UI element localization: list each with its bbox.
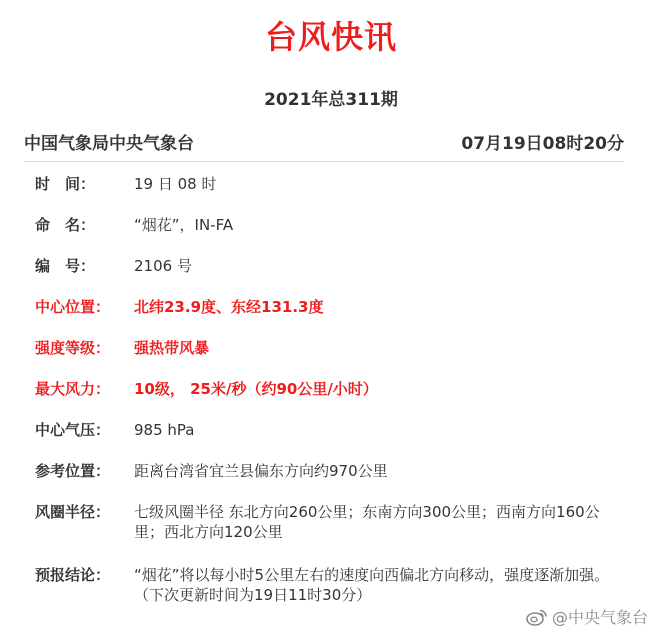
forecast-next-update: （下次更新时间为19日11时30分） [134,586,372,604]
weibo-icon [526,608,548,626]
release-datetime: 07月19日08时20分 [461,134,624,154]
issue-number: 2021年总311期 [264,90,398,110]
field-value: 强热带风暴 [134,339,210,357]
forecast-text: “烟花”将以每小时5公里左右的速度向西偏北方向移动，强度逐渐加强。 [134,566,610,584]
weibo-watermark [526,605,648,628]
field-label: 中心气压： [35,421,111,439]
field-label: 预报结论： [35,566,111,584]
field-value: 985 hPa [134,421,195,439]
source-agency: 中国气象局中央气象台 [24,134,194,154]
field-label: 时 间： [35,175,96,193]
field-value [134,565,615,605]
field-value: 北纬23.9度、东经131.3度 [134,298,324,316]
field-label: 中心位置： [35,298,111,316]
page-title: 台风快讯 [264,18,397,56]
watermark-text: @中央气象台 [551,608,648,627]
field-value: 距离台湾省宜兰县偏东方向约970公里 [134,462,388,480]
field-label: 参考位置： [35,462,111,480]
field-label: 风圈半径： [35,503,111,521]
field-label: 编 号： [35,257,96,275]
field-label: 命 名： [35,216,96,234]
field-value: 10级， 25米/秒（约90公里/小时） [134,380,378,398]
field-value: 19 日 08 时 [134,175,217,193]
field-value: 七级风圈半径 东北方向260公里；东南方向300公里；西南方向160公里；西北方向120公里 [134,503,600,541]
field-label: 最大风力： [35,380,111,398]
field-value: “烟花”，IN-FA [134,216,234,234]
field-label: 强度等级： [35,339,111,357]
field-value: 2106 号 [134,257,192,275]
header-row [24,129,624,162]
